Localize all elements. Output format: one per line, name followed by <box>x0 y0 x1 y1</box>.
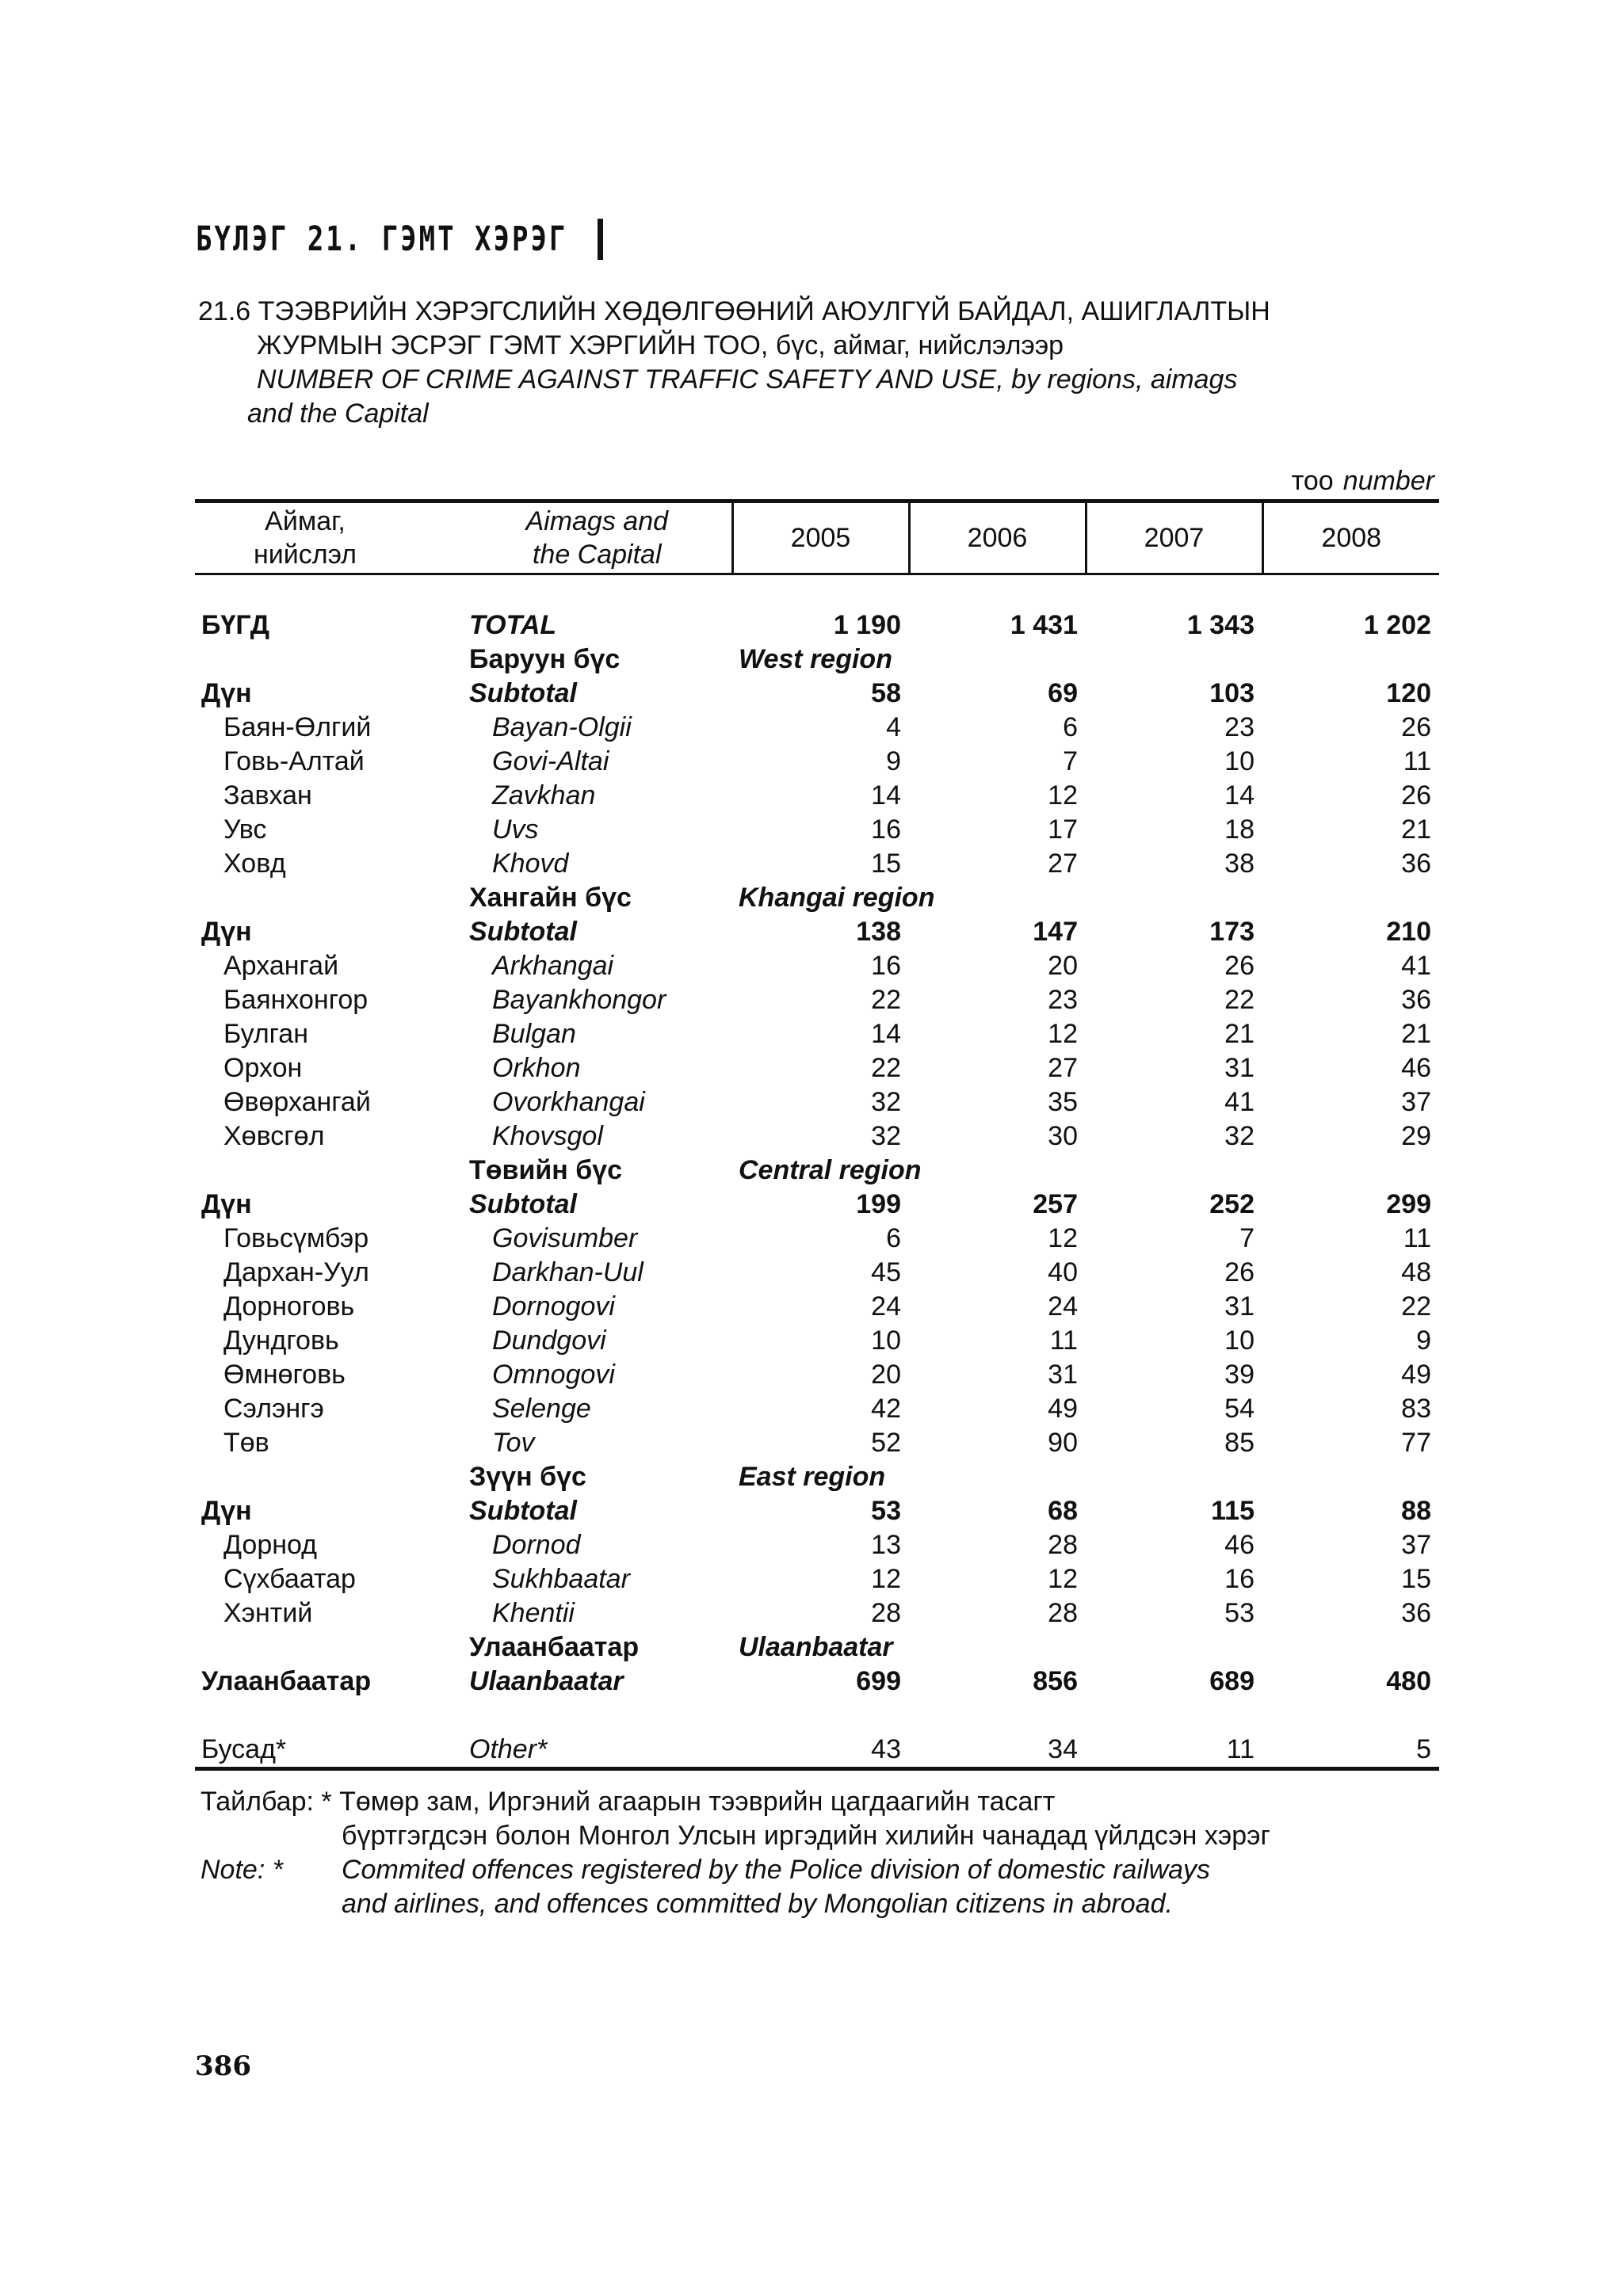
value-2008: 5 <box>1262 1733 1439 1769</box>
gap-cell <box>1262 1699 1439 1733</box>
table-row-city <box>195 1665 1439 1699</box>
row-label-mn: Дорноговь <box>223 1291 355 1322</box>
table-row-item <box>195 1017 1439 1051</box>
value-2006: 12 <box>1048 1019 1078 1049</box>
row-label-mn: Баянхонгор <box>223 985 369 1015</box>
table-row-item <box>195 847 1439 881</box>
table-row-subtotal <box>195 915 1439 949</box>
value-2005: 13 <box>871 1530 901 1560</box>
row-label-en: Ulaanbaatar <box>739 1632 893 1662</box>
value-2008: 22 <box>1401 1291 1431 1322</box>
row-label-mn: Өвөрхангай <box>223 1087 371 1117</box>
unit-mn: тоо <box>1291 466 1334 496</box>
row-label-mn: Дүн <box>201 917 252 947</box>
gap-cell <box>909 1699 1086 1733</box>
value-2008: 480 <box>1386 1666 1431 1696</box>
value-2007: 23 <box>1224 712 1254 742</box>
table-row-region <box>195 1154 1439 1188</box>
value-2008: 36 <box>1401 849 1431 879</box>
table-row-item <box>195 745 1439 779</box>
value-2007: 115 <box>1211 1496 1254 1526</box>
gap-cell <box>195 1699 463 1733</box>
table-row-subtotal <box>195 1188 1439 1222</box>
row-label-en: Ovorkhangai <box>492 1087 645 1117</box>
header-year-2006: 2006 <box>909 502 1086 574</box>
spacer-cell <box>463 574 732 609</box>
value-2007: 32 <box>1224 1121 1254 1151</box>
value-2005: 14 <box>871 780 901 810</box>
row-label-mn: Дархан-Уул <box>223 1257 369 1287</box>
value-2007: 11 <box>1086 1733 1262 1769</box>
value-2005: 199 <box>856 1189 901 1219</box>
value-2007: 53 <box>1224 1598 1254 1628</box>
value-2005: 42 <box>871 1394 901 1424</box>
value-2007: 39 <box>1224 1360 1254 1390</box>
row-label-en: Central region <box>739 1155 922 1185</box>
value-2007: 26 <box>1224 1257 1254 1287</box>
value-2007: 10 <box>1224 746 1254 776</box>
table-row-region <box>195 643 1439 677</box>
row-blank <box>195 881 463 915</box>
gap-cell <box>463 1699 732 1733</box>
row-label-mn: Ховд <box>223 849 286 879</box>
spacer-cell <box>1262 574 1439 609</box>
value-2006: 28 <box>1048 1530 1078 1560</box>
table-row-region <box>195 1460 1439 1494</box>
footnote-en-text: Commited offences registered by the Police division of domestic railways <box>342 1855 1211 1885</box>
value-2005: 24 <box>871 1291 901 1322</box>
row-blank <box>195 1630 463 1665</box>
table-row-item <box>195 983 1439 1017</box>
value-2005: 32 <box>871 1121 901 1151</box>
value-2005: 32 <box>871 1087 901 1117</box>
value-2005: 1 190 <box>833 610 901 640</box>
table-row-item <box>195 949 1439 983</box>
value-2008: 120 <box>1386 678 1431 708</box>
value-2006: 147 <box>1033 917 1078 947</box>
table-row-item <box>195 1426 1439 1460</box>
table-header-row <box>195 502 1439 574</box>
value-2006: 28 <box>1048 1598 1078 1628</box>
footnote-mn-text2: бүртгэгдсэн болон Монгол Улсын иргэдийн хилийн чанадад үйлдсэн хэрэг <box>342 1821 1270 1851</box>
value-2005: 4 <box>886 712 901 742</box>
table-row-item <box>195 779 1439 813</box>
row-label-en: Darkhan-Uul <box>492 1257 643 1287</box>
spacer-cell <box>1086 574 1262 609</box>
row-label-en: East region <box>739 1462 886 1492</box>
row-label-en: Orkhon <box>492 1053 581 1083</box>
value-2005: 28 <box>871 1598 901 1628</box>
value-2006: 20 <box>1048 951 1078 981</box>
value-2007: 7 <box>1239 1223 1254 1253</box>
page-number: 386 <box>195 2050 251 2082</box>
value-2008: 11 <box>1403 1223 1431 1253</box>
value-2007: 31 <box>1224 1291 1254 1322</box>
table-row-region <box>195 1630 1439 1665</box>
row-label-en: Khovsgol <box>492 1121 603 1151</box>
value-2006: 40 <box>1048 1257 1078 1287</box>
value-2005: 15 <box>871 849 901 879</box>
value-2008: 21 <box>1401 814 1431 845</box>
footnote-mn-line2 <box>200 1819 1270 1853</box>
value-2007: 38 <box>1224 849 1254 879</box>
gap-cell <box>732 1699 909 1733</box>
chapter-header <box>196 215 603 263</box>
row-label-mn: Орхон <box>223 1053 303 1083</box>
value-2005: 12 <box>871 1564 901 1594</box>
chapter-divider <box>598 219 603 260</box>
value-2005: 699 <box>856 1666 901 1696</box>
value-2006: 35 <box>1048 1087 1078 1117</box>
title-mn-line2: ЖУРМЫН ЭСРЭГ ГЭМТ ХЭРГИЙН ТОО, бүс, аймаг, нийслэлээр <box>257 330 1064 360</box>
value-2006: 12 <box>1048 1223 1078 1253</box>
value-2006: 31 <box>1048 1360 1078 1390</box>
row-label-mn: Сүхбаатар <box>223 1564 356 1594</box>
crime-table <box>195 499 1439 1771</box>
row-label-en: Khentii <box>492 1598 575 1628</box>
value-2008: 49 <box>1401 1360 1431 1390</box>
table-row-item <box>195 1119 1439 1154</box>
value-2008: 26 <box>1401 780 1431 810</box>
value-2008: 41 <box>1401 951 1431 981</box>
header-en <box>463 502 732 574</box>
row-label-mn: Дүн <box>201 1189 252 1219</box>
value-2006: 90 <box>1048 1428 1078 1458</box>
title-en-line1: NUMBER OF CRIME AGAINST TRAFFIC SAFETY AND USE, by regions, aimags <box>257 364 1238 395</box>
value-2007: 1 343 <box>1186 610 1254 640</box>
row-label-mn: Увс <box>223 814 267 845</box>
row-label-en: Arkhangai <box>492 951 614 981</box>
row-label-mn: Өмнөговь <box>223 1360 346 1390</box>
table-row-item <box>195 711 1439 745</box>
value-2006: 27 <box>1048 849 1078 879</box>
table-row-item <box>195 1324 1439 1358</box>
row-label-en: Govisumber <box>492 1223 638 1253</box>
row-label-en: Selenge <box>492 1394 591 1424</box>
value-2007: 18 <box>1224 814 1254 845</box>
table-row-item <box>195 1085 1439 1119</box>
value-2007: 21 <box>1224 1019 1254 1049</box>
row-label-en: Ulaanbaatar <box>469 1666 624 1696</box>
value-2007: 22 <box>1224 985 1254 1015</box>
row-label-mn: Сэлэнгэ <box>223 1394 324 1424</box>
row-label-en: Subtotal <box>469 1189 577 1219</box>
value-2006: 12 <box>1048 780 1078 810</box>
header-mn-line2: нийслэл <box>253 540 357 570</box>
value-2007: 41 <box>1224 1087 1254 1117</box>
row-label-mn: Дүн <box>201 1496 252 1526</box>
row-label-mn: Төвийн бүс <box>469 1155 623 1185</box>
value-2005: 9 <box>886 746 901 776</box>
table-row-other <box>195 1733 1439 1769</box>
table-row-subtotal <box>195 1494 1439 1528</box>
value-2005: 52 <box>871 1428 901 1458</box>
row-label-mn: Архангай <box>223 951 339 981</box>
value-2008: 46 <box>1401 1053 1431 1083</box>
row-label-en: Dundgovi <box>492 1325 606 1356</box>
chapter-label: БҮЛЭГ 21. ГЭМТ ХЭРЭГ <box>196 219 568 259</box>
table-row-item <box>195 1256 1439 1290</box>
value-2005: 45 <box>871 1257 901 1287</box>
title-mn-line1: 21.6 ТЭЭВРИЙН ХЭРЭГСЛИЙН ХӨДӨЛГӨӨНИЙ АЮУЛГҮЙ БАЙДАЛ, АШИГЛАЛТЫН <box>198 296 1270 326</box>
value-2008: 48 <box>1401 1257 1431 1287</box>
value-2006: 24 <box>1048 1291 1078 1322</box>
table-spacer-row <box>195 574 1439 609</box>
gap-cell <box>1086 1699 1262 1733</box>
row-label-mn: Төв <box>223 1428 269 1458</box>
value-2008: 210 <box>1386 917 1431 947</box>
row-label-en: Sukhbaatar <box>492 1564 630 1594</box>
footnote-mn-text: Тайлбар: * Төмөр зам, Иргэний агаарын тээврийн цагдаагийн тасагт <box>200 1787 1056 1817</box>
value-2005: 14 <box>871 1019 901 1049</box>
header-year-2008: 2008 <box>1262 502 1439 574</box>
value-2005: 16 <box>871 814 901 845</box>
table-row-item <box>195 1596 1439 1630</box>
table-row-item <box>195 1051 1439 1085</box>
value-2006: 49 <box>1048 1394 1078 1424</box>
value-2005: 22 <box>871 985 901 1015</box>
row-label-mn: Дүн <box>201 678 252 708</box>
footnote-en-line2 <box>200 1887 1270 1921</box>
footnote-en-text2: and airlines, and offences committed by Mongolian citizens in abroad. <box>342 1889 1173 1919</box>
table-title <box>198 295 1387 431</box>
value-2006: 7 <box>1063 746 1078 776</box>
footnote <box>200 1785 1270 1921</box>
row-label-en: Subtotal <box>469 917 577 947</box>
row-label-mn: Дорнод <box>223 1530 318 1560</box>
row-label-en: Omnogovi <box>492 1360 615 1390</box>
value-2007: 14 <box>1224 780 1254 810</box>
row-label-en: Zavkhan <box>492 780 596 810</box>
row-label-mn: Дундговь <box>223 1325 339 1356</box>
spacer-cell <box>732 574 909 609</box>
value-2008: 299 <box>1386 1189 1431 1219</box>
row-label-en: Dornod <box>492 1530 581 1560</box>
row-blank <box>195 1154 463 1188</box>
value-2008: 26 <box>1401 712 1431 742</box>
value-2005: 43 <box>732 1733 909 1769</box>
value-2008: 1 202 <box>1363 610 1431 640</box>
row-label-en: TOTAL <box>469 610 557 640</box>
unit-en: number <box>1342 466 1434 496</box>
table-row-total <box>195 608 1439 643</box>
table-body <box>195 574 1439 1769</box>
row-label-mn: Хэнтий <box>223 1598 313 1628</box>
header-year-2005: 2005 <box>732 502 909 574</box>
footnote-mn-line1 <box>200 1785 1270 1819</box>
row-label-mn: Завхан <box>223 780 312 810</box>
value-2006: 6 <box>1063 712 1078 742</box>
value-2005: 10 <box>871 1325 901 1356</box>
row-label-mn: Говь-Алтай <box>223 746 365 776</box>
row-label-en: Other* <box>463 1733 732 1769</box>
value-2007: 54 <box>1224 1394 1254 1424</box>
value-2006: 12 <box>1048 1564 1078 1594</box>
value-2005: 16 <box>871 951 901 981</box>
value-2005: 138 <box>856 917 901 947</box>
value-2007: 252 <box>1209 1189 1254 1219</box>
row-label-en: Tov <box>492 1428 535 1458</box>
row-label-mn: Хангайн бүс <box>469 883 632 913</box>
value-2006: 1 431 <box>1010 610 1078 640</box>
table-row-item <box>195 813 1439 847</box>
table-row-item <box>195 1358 1439 1392</box>
value-2008: 77 <box>1401 1428 1431 1458</box>
row-label-mn: Хөвсгөл <box>223 1121 325 1151</box>
value-2008: 36 <box>1401 985 1431 1015</box>
value-2006: 68 <box>1048 1496 1078 1526</box>
title-en-line2: and the Capital <box>247 399 429 429</box>
table-row-item <box>195 1562 1439 1596</box>
header-en-line2: the Capital <box>532 540 662 570</box>
header-year-2007: 2007 <box>1086 502 1262 574</box>
row-label-en: Khangai region <box>739 883 935 913</box>
table-row-subtotal <box>195 677 1439 711</box>
value-2006: 30 <box>1048 1121 1078 1151</box>
spacer-cell <box>909 574 1086 609</box>
row-label-mn: Булган <box>223 1019 308 1049</box>
unit-label <box>1292 466 1434 497</box>
value-2006: 11 <box>1049 1325 1078 1356</box>
value-2007: 173 <box>1209 917 1254 947</box>
value-2006: 23 <box>1048 985 1078 1015</box>
row-label-en: Bayan-Olgii <box>492 712 632 742</box>
footnote-en-label: Note: * <box>200 1855 283 1885</box>
value-2008: 9 <box>1416 1325 1431 1356</box>
value-2006: 34 <box>909 1733 1086 1769</box>
row-label-mn: Бусад* <box>195 1733 463 1769</box>
value-2008: 83 <box>1401 1394 1431 1424</box>
value-2005: 22 <box>871 1053 901 1083</box>
value-2008: 15 <box>1401 1564 1431 1594</box>
value-2008: 88 <box>1401 1496 1431 1526</box>
value-2006: 27 <box>1048 1053 1078 1083</box>
row-label-en: Govi-Altai <box>492 746 609 776</box>
value-2007: 103 <box>1209 678 1254 708</box>
row-label-en: West region <box>739 644 892 674</box>
value-2006: 856 <box>1033 1666 1078 1696</box>
value-2008: 36 <box>1401 1598 1431 1628</box>
value-2008: 29 <box>1401 1121 1431 1151</box>
row-label-mn: Зүүн бүс <box>469 1462 586 1492</box>
row-label-mn: Улаанбаатар <box>469 1632 640 1662</box>
row-label-en: Khovd <box>492 849 569 879</box>
value-2007: 689 <box>1209 1666 1254 1696</box>
row-label-mn: Баян-Өлгий <box>223 712 372 742</box>
table-row-item <box>195 1528 1439 1562</box>
row-label-mn: Улаанбаатар <box>201 1666 372 1696</box>
row-label-en: Subtotal <box>469 1496 577 1526</box>
table-row-item <box>195 1222 1439 1256</box>
value-2008: 37 <box>1401 1087 1431 1117</box>
value-2006: 257 <box>1033 1189 1078 1219</box>
row-label-en: Bulgan <box>492 1019 576 1049</box>
row-label-mn: Баруун бүс <box>469 644 621 674</box>
table-row-item <box>195 1392 1439 1426</box>
value-2006: 17 <box>1048 814 1078 845</box>
spacer-cell <box>195 574 463 609</box>
value-2007: 16 <box>1224 1564 1254 1594</box>
header-mn <box>195 502 463 574</box>
row-label-en: Dornogovi <box>492 1291 615 1322</box>
value-2005: 6 <box>886 1223 901 1253</box>
row-label-en: Uvs <box>492 814 539 845</box>
row-blank <box>195 643 463 677</box>
table-row-region <box>195 881 1439 915</box>
value-2006: 69 <box>1048 678 1078 708</box>
value-2007: 46 <box>1224 1530 1254 1560</box>
value-2005: 58 <box>871 678 901 708</box>
value-2007: 31 <box>1224 1053 1254 1083</box>
value-2007: 26 <box>1224 951 1254 981</box>
value-2008: 21 <box>1401 1019 1431 1049</box>
header-en-line1: Aimags and <box>525 506 669 536</box>
row-label-mn: БҮГД <box>201 610 269 640</box>
value-2007: 10 <box>1224 1325 1254 1356</box>
value-2007: 85 <box>1224 1428 1254 1458</box>
value-2008: 37 <box>1401 1530 1431 1560</box>
row-label-en: Subtotal <box>469 678 577 708</box>
header-mn-line1: Аймаг, <box>265 506 346 536</box>
footnote-en-line1 <box>200 1853 1270 1887</box>
row-label-en: Bayankhongor <box>492 985 666 1015</box>
value-2008: 11 <box>1403 746 1431 776</box>
value-2005: 20 <box>871 1360 901 1390</box>
value-2005: 53 <box>871 1496 901 1526</box>
row-label-mn: Говьсүмбэр <box>223 1223 369 1253</box>
table-gap-row <box>195 1699 1439 1733</box>
table-row-item <box>195 1290 1439 1324</box>
row-blank <box>195 1460 463 1494</box>
